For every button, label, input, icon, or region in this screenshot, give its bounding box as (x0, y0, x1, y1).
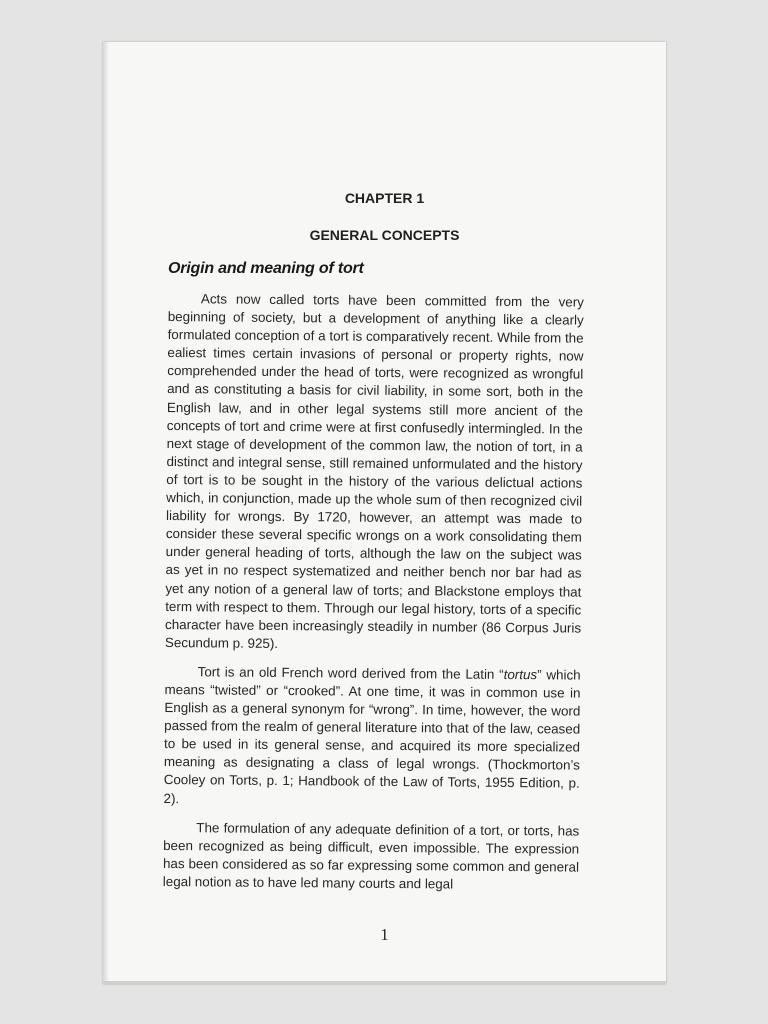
page-bottom-edge (103, 981, 666, 984)
chapter-title: GENERAL CONCEPTS (309, 227, 460, 243)
chapter-label: CHAPTER 1 (344, 190, 425, 206)
page-number: 1 (380, 925, 389, 944)
body-text (163, 290, 584, 906)
paragraph-2 (163, 663, 580, 811)
latin-word-tortus: tortus (503, 666, 538, 683)
page-shadow-edge (103, 42, 109, 984)
paragraph-2-start: Tort is an old French word derived from the Latin “ (197, 664, 504, 682)
paragraph-2-rest: which means “twisted” or “crooked”. At one time, it was in common use in English as a general synonym for “wrong”. In time, however, the word passed from the realm of general literature into that of the law, ceased to be used in its general sense, and acquired its more specialized meaning as designating a class of legal wrongs. (Thockmorton’s Cooley on Torts, p. 1; Handbook of the Law of Torts, 1955 Edition, p. 2). (163, 667, 581, 806)
paragraph-1: Acts now called torts have been committed from the very beginning of society, but a development of anything like a clearly formulated conception of a tort is comparatively recent. While from the ealiest times certain invasions of personal or property rights, now comprehended under the head of torts, were recognized as wrongful and as constituting a basis for civil liability, in some sort, both in the English law, and in other legal systems still more ancient of the concepts of tort and crime were at first confusedly intermingled. In the next stage of development of the common law, the notion of tort, in a distinct and integral sense, still remained unformulated and the history of tort is to be sought in the history of the various delictual actions which, in conjunction, made up the whole sum of then recognized civil liability for wrongs. By 1720, however, an attempt was made to consider these several specific wrongs on a work consolidating them under general heading of torts, although the law on the subject was as yet in no respect systematized and neither bench nor bar had as yet any notion of a general law of torts; and Blackstone employs that term with respect to them. Through our legal history, torts of a specific character have been increasingly steadily in number (86 Corpus Juris Secundum p. 925). (164, 291, 584, 651)
paragraph-2-quote: ” (537, 667, 542, 683)
paragraph-3: The formulation of any adequate definition of a tort, or torts, has been recognized as being difficult, even impossible. The expression has been considered as so far expressing some common and general legal notion as to have led many courts and legal (162, 819, 580, 892)
section-heading: Origin and meaning of tort (168, 260, 364, 277)
